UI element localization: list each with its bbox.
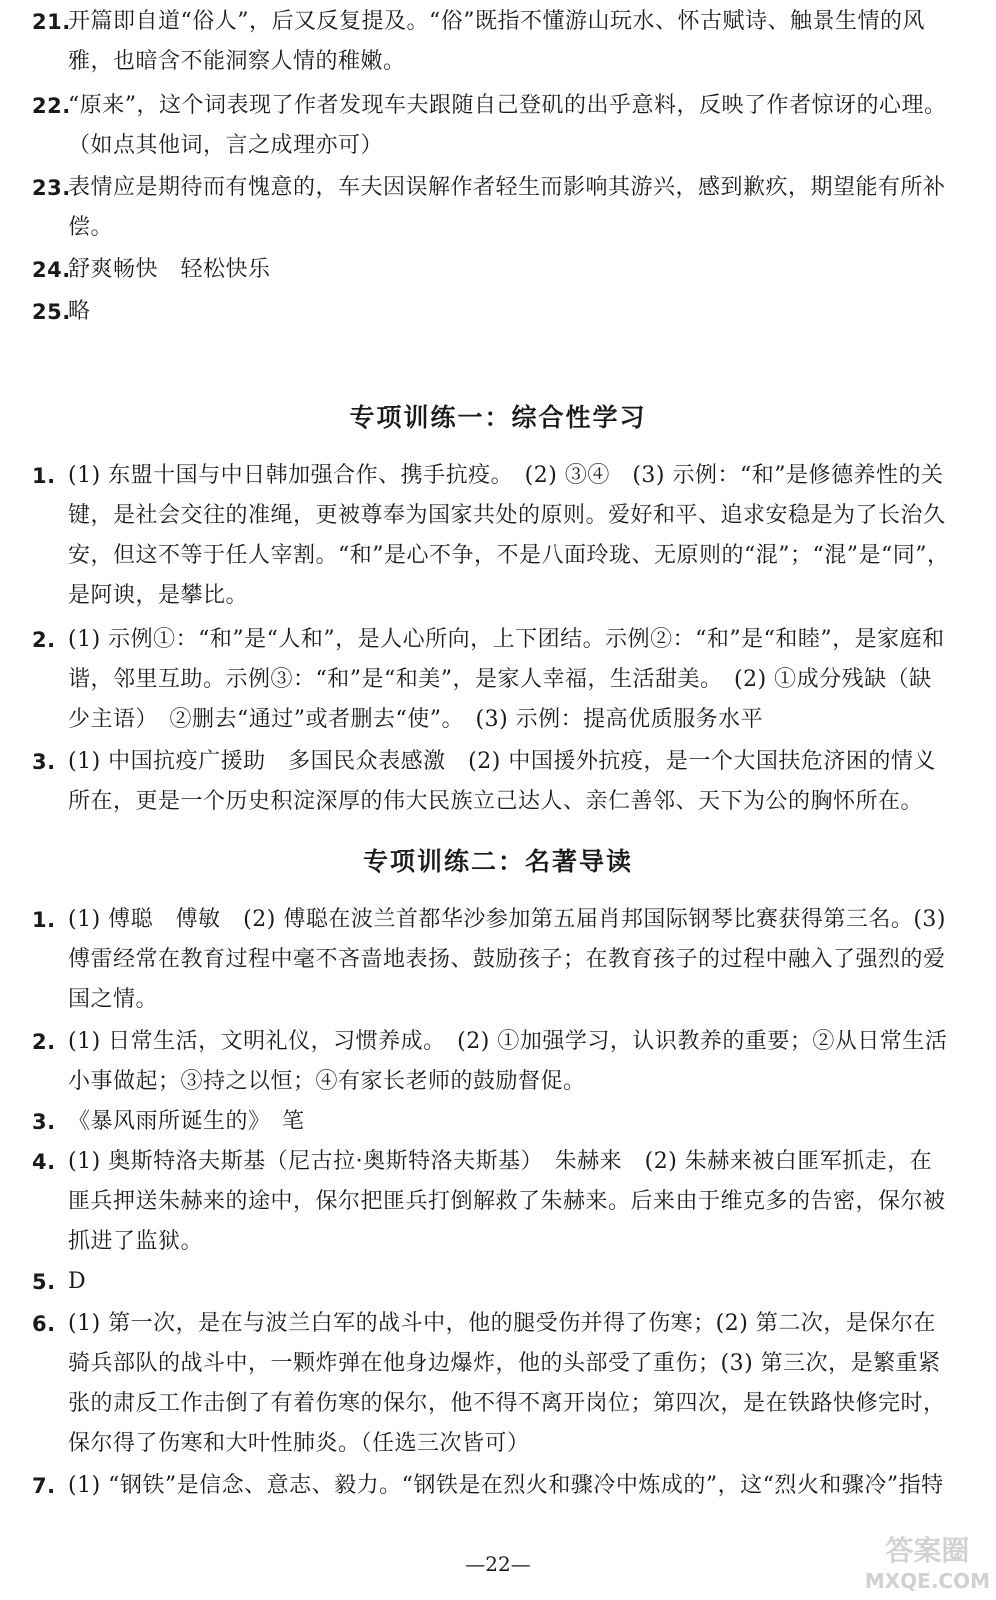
section-heading-1: 专项训练一：综合性学习 xyxy=(349,403,647,432)
section2-item-3 xyxy=(32,1102,952,1142)
item-text: (1) 奥斯特洛夫斯基（尼古拉·奥斯特洛夫斯基） 朱赫来 (2) 朱赫来被白匪军抓走，在匪兵押送朱赫来的途中，保尔把匪兵打倒解救了朱赫来。后来由于维克多的告密，保尔被抓进了监狱。 xyxy=(68,1149,946,1254)
item-number: 25. xyxy=(32,300,71,324)
section2-item-7 xyxy=(32,1466,952,1506)
item-text: 《暴风雨所诞生的》 笔 xyxy=(68,1109,305,1134)
item-number: 24. xyxy=(32,258,71,282)
answer-item-24 xyxy=(32,250,952,290)
watermark-logo xyxy=(865,1536,990,1596)
item-number: 1. xyxy=(32,464,56,488)
item-number: 3. xyxy=(32,750,56,774)
section-heading-2: 专项训练二：名著导读 xyxy=(362,847,633,876)
item-text: “原来”，这个词表现了作者发现车夫跟随自己登矶的出乎意料，反映了作者惊讶的心理。（如点其他词，言之成理亦可） xyxy=(68,93,947,158)
watermark-main: 答案圈 xyxy=(885,1534,970,1567)
item-text: (1) 示例①：“和”是“人和”，是人心所向，上下团结。示例②：“和”是“和睦”，是家庭和谐，邻里互助。示例③：“和”是“和美”，是家人幸福，生活甜美。 (2) ①成分残缺（缺少主语） ②删去“通过”或者删去“使”。 (3) 示例：提高优质服务水平 xyxy=(68,627,945,732)
section2-item-4 xyxy=(32,1142,952,1262)
section2-item-5 xyxy=(32,1262,952,1302)
answer-item-22 xyxy=(32,86,952,166)
item-text: (1) “钢铁”是信念、意志、毅力。“钢铁是在烈火和骤冷中炼成的”，这“烈火和骤冷”指特 xyxy=(68,1473,944,1498)
item-text: 舒爽畅快 轻松快乐 xyxy=(68,257,271,282)
answer-item-23 xyxy=(32,168,952,248)
item-text: (1) 东盟十国与中日韩加强合作、携手抗疫。 (2) ③④ (3) 示例：“和”是修德养性的关键，是社会交往的准绳，更被尊奉为国家共处的原则。爱好和平、追求安稳是为了长治久安，但这不等于任人宰割。“和”是心不争，不是八面玲珑、无原则的“混”；“混”是“同”，是阿谀，是攀比。 xyxy=(68,463,950,608)
item-text: (1) 中国抗疫广援助 多国民众表感激 (2) 中国援外抗疫，是一个大国扶危济困的情义所在，更是一个历史积淀深厚的伟大民族立己达人、亲仁善邻、天下为公的胸怀所在。 xyxy=(68,749,936,814)
section1-item-1 xyxy=(32,456,952,616)
item-number: 6. xyxy=(32,1312,56,1336)
item-text: (1) 第一次，是在与波兰白军的战斗中，他的腿受伤并得了伤寒；(2) 第二次，是保尔在骑兵部队的战斗中，一颗炸弹在他身边爆炸，他的头部受了重伤；(3) 第三次，是繁重紧张的肃反工作击倒了有着伤寒的保尔，他不得不离开岗位；第四次，是在铁路快修完时，保尔得了伤寒和大叶性肺炎。（任选三次皆可） xyxy=(68,1311,946,1456)
item-number: 5. xyxy=(32,1270,56,1294)
item-number: 23. xyxy=(32,176,71,200)
section2-item-1 xyxy=(32,900,952,1020)
watermark-sub: MXQE.COM xyxy=(864,1569,990,1593)
item-number: 7. xyxy=(32,1474,56,1498)
item-text: 表情应是期待而有愧意的，车夫因误解作者轻生而影响其游兴，感到歉疚，期望能有所补偿。 xyxy=(68,175,946,240)
answer-item-21 xyxy=(32,2,952,82)
item-number: 22. xyxy=(32,94,71,118)
item-text: (1) 傅聪 傅敏 (2) 傅聪在波兰首都华沙参加第五届肖邦国际钢琴比赛获得第三名。(3) 傅雷经常在教育过程中毫不吝啬地表扬、鼓励孩子；在教育孩子的过程中融入了强烈的爱国之情。 xyxy=(68,907,946,1012)
section2-item-6 xyxy=(32,1304,952,1464)
item-number: 2. xyxy=(32,1030,56,1054)
item-number: 1. xyxy=(32,908,56,932)
item-number: 2. xyxy=(32,628,56,652)
item-text: 开篇即自道“俗人”，后又反复提及。“俗”既指不懂游山玩水、怀古赋诗、触景生情的风雅，也暗含不能洞察人情的稚嫩。 xyxy=(68,9,925,74)
item-text: (1) 日常生活，文明礼仪，习惯养成。 (2) ①加强学习，认识教养的重要；②从日常生活小事做起；③持之以恒；④有家长老师的鼓励督促。 xyxy=(68,1029,948,1094)
answer-item-25 xyxy=(32,292,952,332)
item-number: 3. xyxy=(32,1110,56,1134)
item-number: 4. xyxy=(32,1150,56,1174)
item-text: D xyxy=(68,1269,87,1294)
item-text: 略 xyxy=(68,299,91,324)
section1-item-3 xyxy=(32,742,952,822)
section1-item-2 xyxy=(32,620,952,740)
section2-item-2 xyxy=(32,1022,952,1102)
page-number: —22— xyxy=(465,1552,531,1576)
item-number: 21. xyxy=(32,10,71,34)
